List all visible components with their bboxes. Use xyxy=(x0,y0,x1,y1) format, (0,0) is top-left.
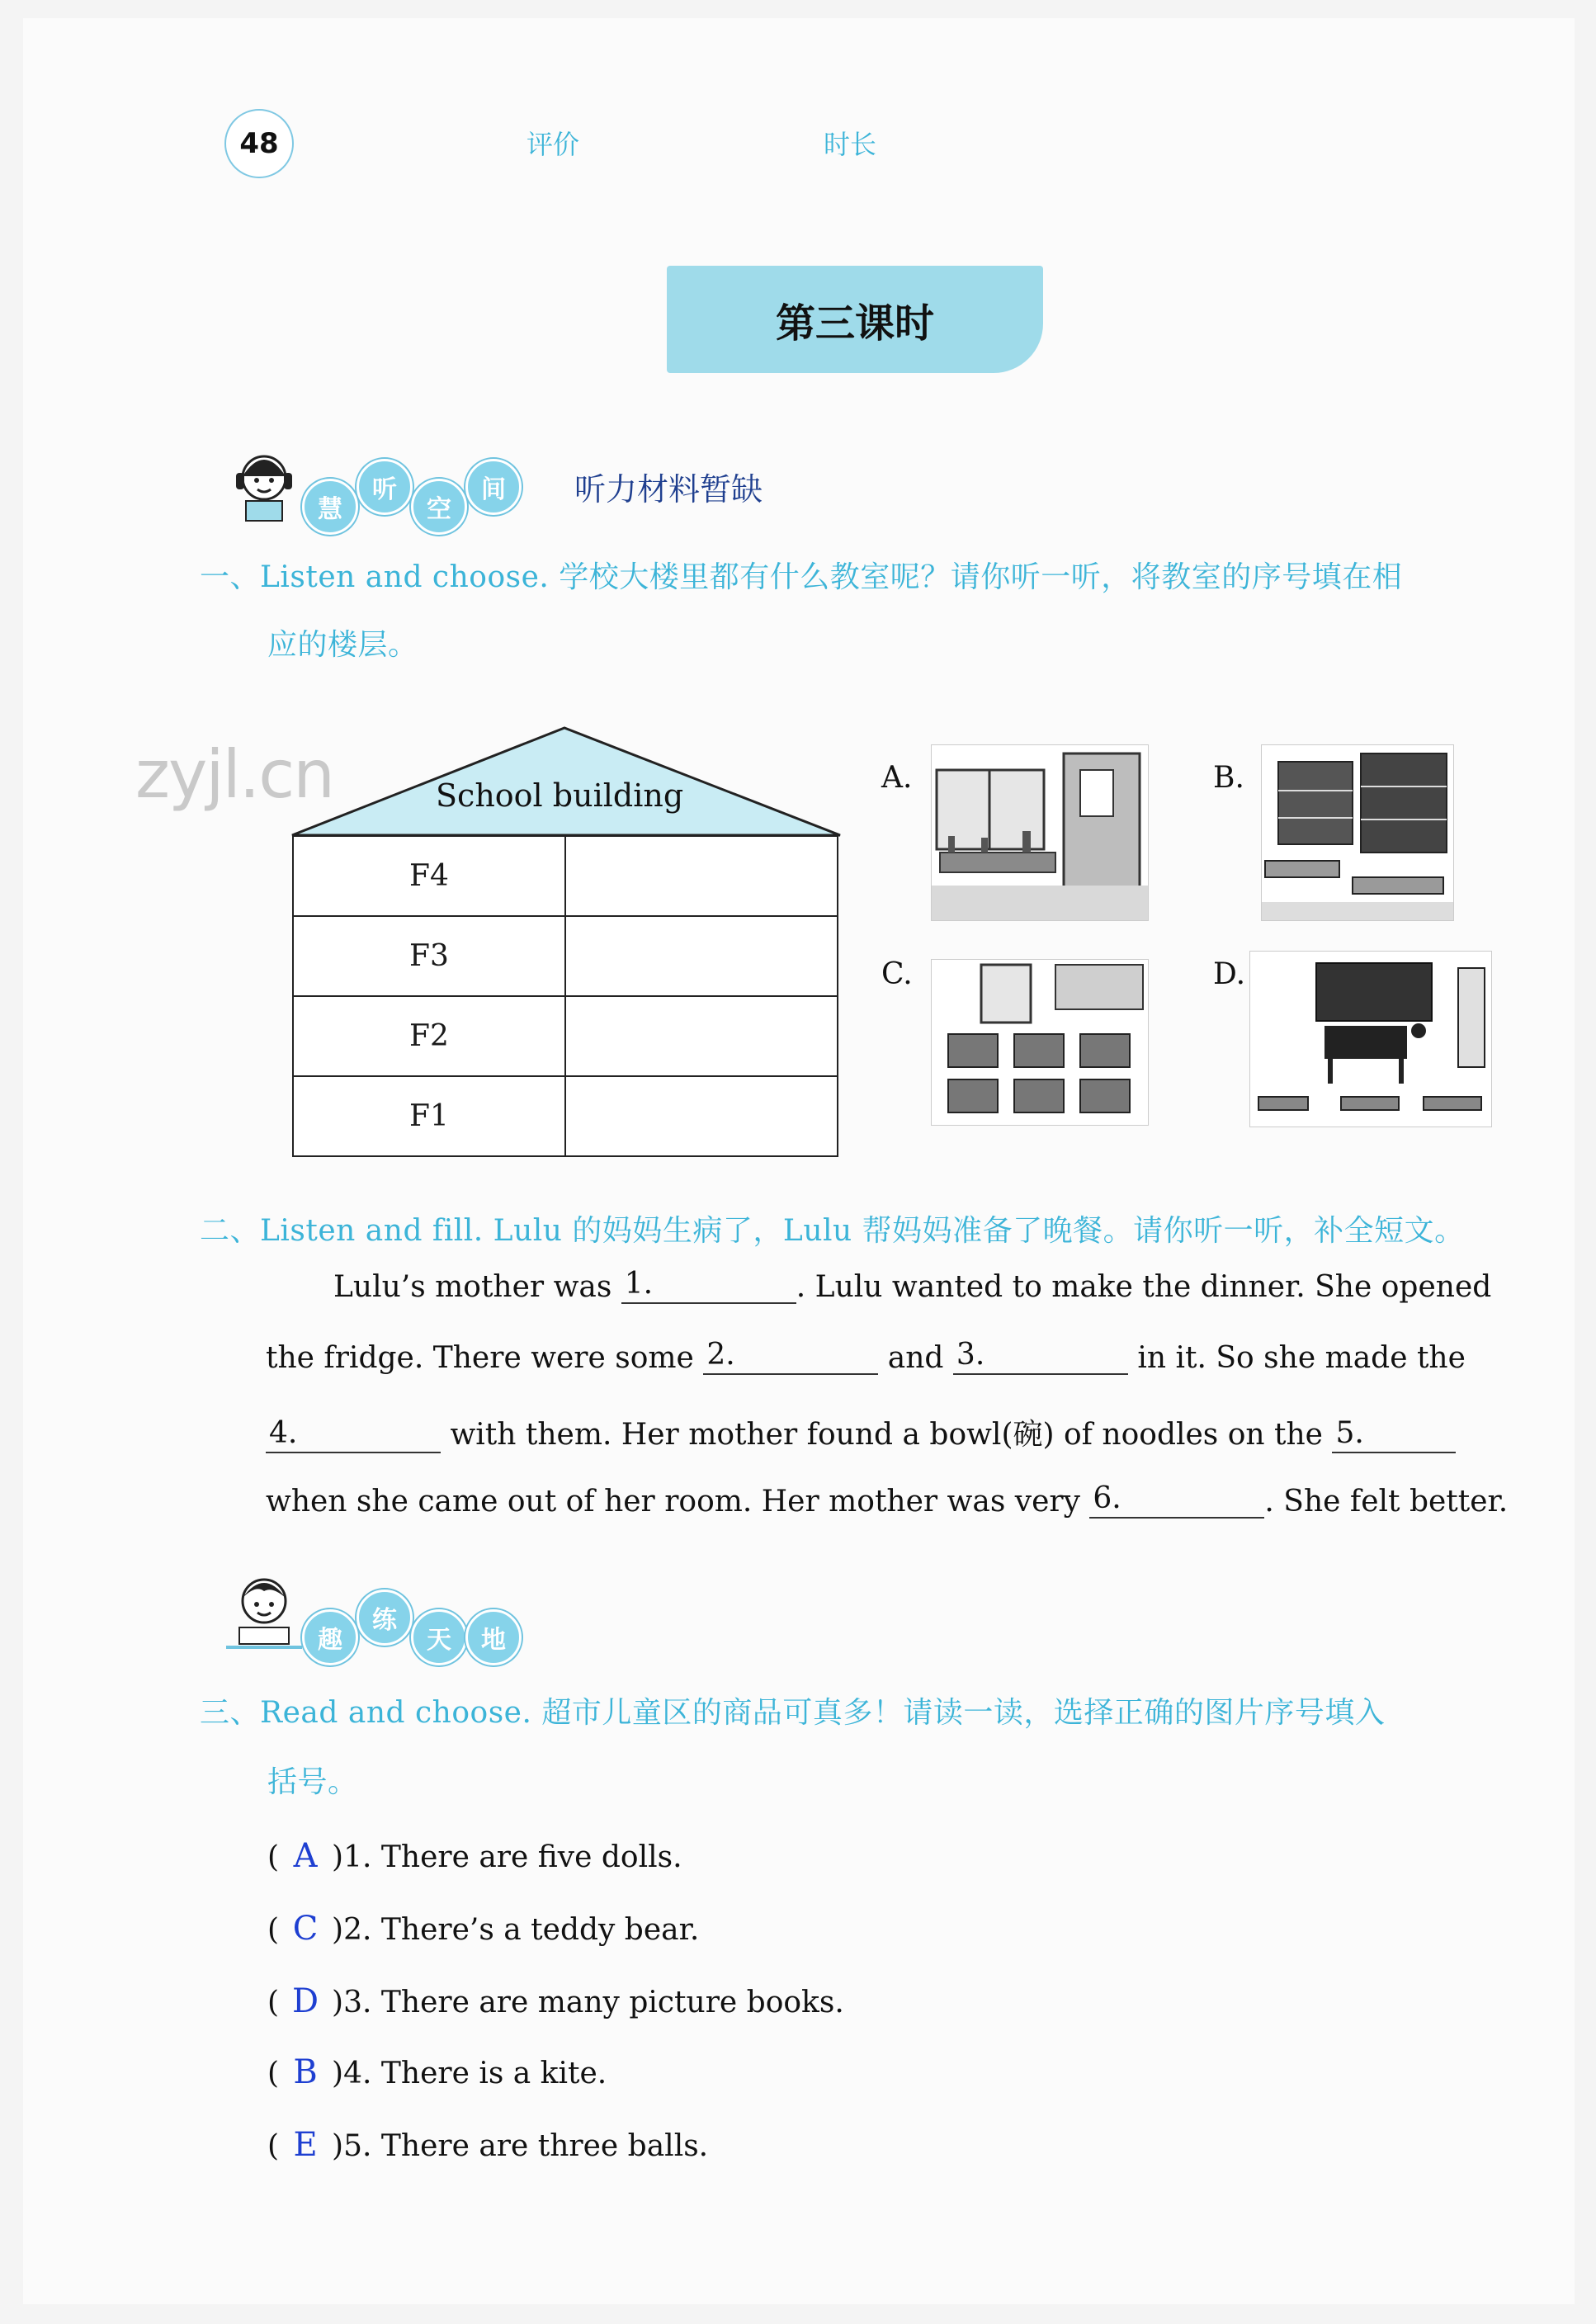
passage-text: in it. So she made the xyxy=(1137,1341,1466,1375)
watermark: zyjl.cn xyxy=(135,736,333,813)
passage-text: when she came out of her room. Her mother was very xyxy=(266,1485,1080,1519)
floor-answer-cell[interactable] xyxy=(565,836,838,916)
picture-label-a: A. xyxy=(881,761,913,795)
listening-note: 听力材料暂缺 xyxy=(574,471,763,508)
workbook-page xyxy=(23,18,1575,2304)
task1-title-line2: 应的楼层。 xyxy=(267,628,418,662)
music-room-picture xyxy=(1249,951,1492,1127)
floor-answer-cell[interactable] xyxy=(565,1076,838,1156)
question-text: )2. There’s a teddy bear. xyxy=(332,1913,700,1947)
blank-3[interactable]: 3. xyxy=(953,1339,1128,1375)
passage-text: the fridge. There were some xyxy=(266,1341,694,1375)
passage-text: . She felt better. xyxy=(1264,1485,1509,1519)
badge-char-2: 练 xyxy=(357,1589,413,1646)
badge-char-4: 地 xyxy=(465,1609,522,1665)
eval-label: 评价 xyxy=(526,129,580,160)
task2-title: 二、Listen and fill. Lulu 的妈妈生病了，Lulu 帮妈妈准备了晚餐。请你听一听，补全短文。 xyxy=(200,1214,1465,1248)
headphone-kid-icon xyxy=(223,443,305,526)
table-row xyxy=(293,916,838,996)
passage-line-1 xyxy=(333,1268,1491,1304)
passage-text: . Lulu wanted to make the dinner. She opened xyxy=(796,1270,1492,1304)
picture-label-c: C. xyxy=(881,957,913,991)
picture-label-b: B. xyxy=(1213,761,1244,795)
question-5: ( E )5. There are three balls. xyxy=(267,2126,709,2164)
badge-char-3: 天 xyxy=(411,1609,467,1665)
blank-2[interactable]: 2. xyxy=(703,1339,878,1375)
reading-kid-icon xyxy=(223,1570,305,1652)
task1-title-line1: 一、Listen and choose. 学校大楼里都有什么教室呢？请你听一听，将教室的序号填在相 xyxy=(200,560,1403,594)
badge-char-2: 听 xyxy=(357,459,413,515)
computer-room-picture xyxy=(931,959,1149,1126)
question-1: ( A )1. There are five dolls. xyxy=(267,1837,682,1875)
floor-label: F4 xyxy=(293,836,565,916)
passage-text: with them. Her mother found a bowl(碗) of noodles on the xyxy=(450,1418,1323,1452)
answer-5[interactable]: E xyxy=(293,2126,318,2164)
badge-char-4: 间 xyxy=(465,459,522,515)
blank-5[interactable]: 5. xyxy=(1332,1417,1456,1453)
badge-char-1: 趣 xyxy=(302,1609,358,1665)
badge-char-1: 慧 xyxy=(302,479,358,535)
table-row xyxy=(293,996,838,1076)
passage-text: and xyxy=(887,1341,944,1375)
passage-text: Lulu’s mother was xyxy=(333,1270,612,1304)
answer-2[interactable]: C xyxy=(292,1910,319,1948)
floor-table xyxy=(292,835,838,1157)
science-lab-picture xyxy=(931,744,1149,921)
library-picture xyxy=(1261,744,1454,921)
question-3: ( D )3. There are many picture books. xyxy=(267,1982,844,2020)
building-title: School building xyxy=(436,777,684,814)
page-number: 48 xyxy=(224,109,294,178)
floor-answer-cell[interactable] xyxy=(565,996,838,1076)
passage-line-2 xyxy=(266,1339,1466,1375)
answer-4[interactable]: B xyxy=(293,2053,318,2091)
question-text: )4. There is a kite. xyxy=(332,2057,607,2090)
blank-4[interactable]: 4. xyxy=(266,1417,441,1453)
question-2: ( C )2. There’s a teddy bear. xyxy=(267,1910,700,1948)
table-row xyxy=(293,836,838,916)
floor-label: F1 xyxy=(293,1076,565,1156)
question-4: ( B )4. There is a kite. xyxy=(267,2053,607,2091)
task3-title-line2: 括号。 xyxy=(267,1765,358,1799)
lesson-title: 第三课时 xyxy=(667,266,1043,373)
question-text: )1. There are five dolls. xyxy=(332,1840,682,1874)
task3-title-line1: 三、Read and choose. 超市儿童区的商品可真多！请读一读，选择正确的图片序号填入 xyxy=(200,1696,1386,1730)
passage-line-4 xyxy=(266,1482,1508,1519)
floor-label: F3 xyxy=(293,916,565,996)
question-text: )5. There are three balls. xyxy=(332,2129,709,2163)
badge-char-3: 空 xyxy=(411,479,467,535)
passage-line-3 xyxy=(266,1411,1456,1453)
floor-answer-cell[interactable] xyxy=(565,916,838,996)
answer-3[interactable]: D xyxy=(292,1982,319,2020)
table-row xyxy=(293,1076,838,1156)
question-text: )3. There are many picture books. xyxy=(332,1986,844,2019)
blank-1[interactable]: 1. xyxy=(621,1268,796,1304)
answer-1[interactable]: A xyxy=(293,1837,318,1875)
floor-label: F2 xyxy=(293,996,565,1076)
picture-label-d: D. xyxy=(1213,957,1246,991)
blank-6[interactable]: 6. xyxy=(1089,1482,1264,1519)
duration-label: 时长 xyxy=(824,129,877,160)
